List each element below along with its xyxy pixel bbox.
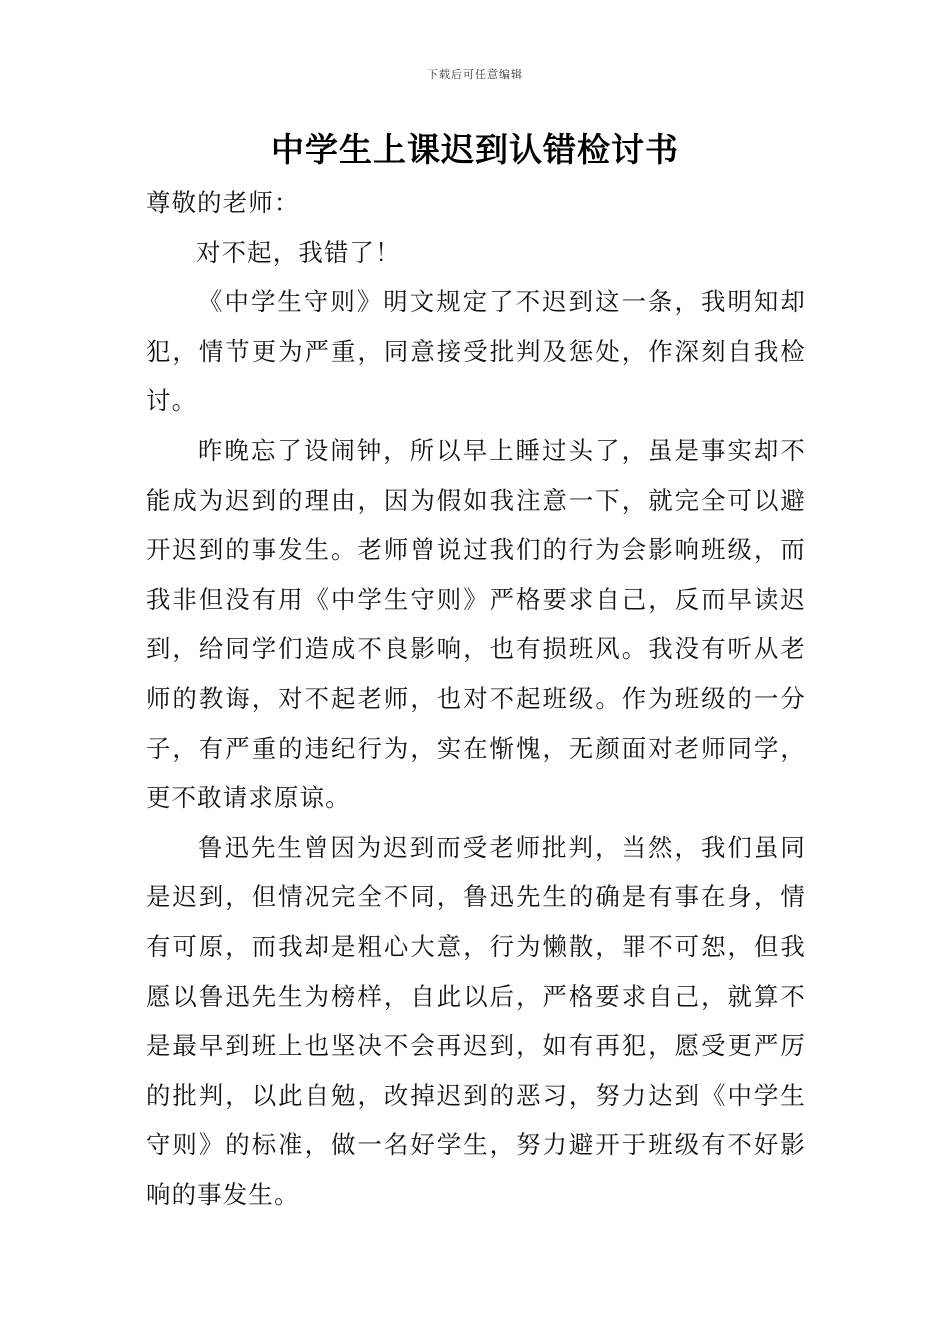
paragraph-reason: 昨晚忘了设闹钟，所以早上睡过头了，虽是事实却不能成为迟到的理由，因为假如我注意一下，就完全可以避开迟到的事发生。老师曾说过我们的行为会影响班级，而我非但没有用《中学生守则》严格要求自己，反而早读迟到，给同学们造成不良影响，也有损班风。我没有听从老师的教诲，对不起老师，也对不起班级。作为班级的一分子，有严重的违纪行为，实在惭愧，无颜面对老师同学，更不敢请求原谅。	[146, 435, 806, 813]
document-title: 中学生上课迟到认错检讨书	[271, 130, 679, 169]
document-body	[146, 178, 806, 1219]
header-note: 下载后可任意编辑	[427, 68, 523, 81]
paragraph-rule: 《中学生守则》明文规定了不迟到这一条，我明知却犯，情节更为严重，同意接受批判及惩处，作深刻自我检讨。	[146, 287, 806, 416]
paragraph-apology: 对不起，我错了！	[196, 237, 401, 267]
salutation: 尊敬的老师：	[146, 188, 300, 217]
paragraph-resolution: 鲁迅先生曾因为迟到而受老师批判，当然，我们虽同是迟到，但情况完全不同，鲁迅先生的确是有事在身，情有可原，而我却是粗心大意，行为懒散，罪不可恕，但我愿以鲁迅先生为榜样，自此以后，严格要求自己，就算不是最早到班上也坚决不会再迟到，如有再犯，愿受更严厉的批判，以此自勉，改掉迟到的恶习，努力达到《中学生守则》的标准，做一名好学生，努力避开于班级有不好影响的事发生。	[146, 832, 806, 1209]
